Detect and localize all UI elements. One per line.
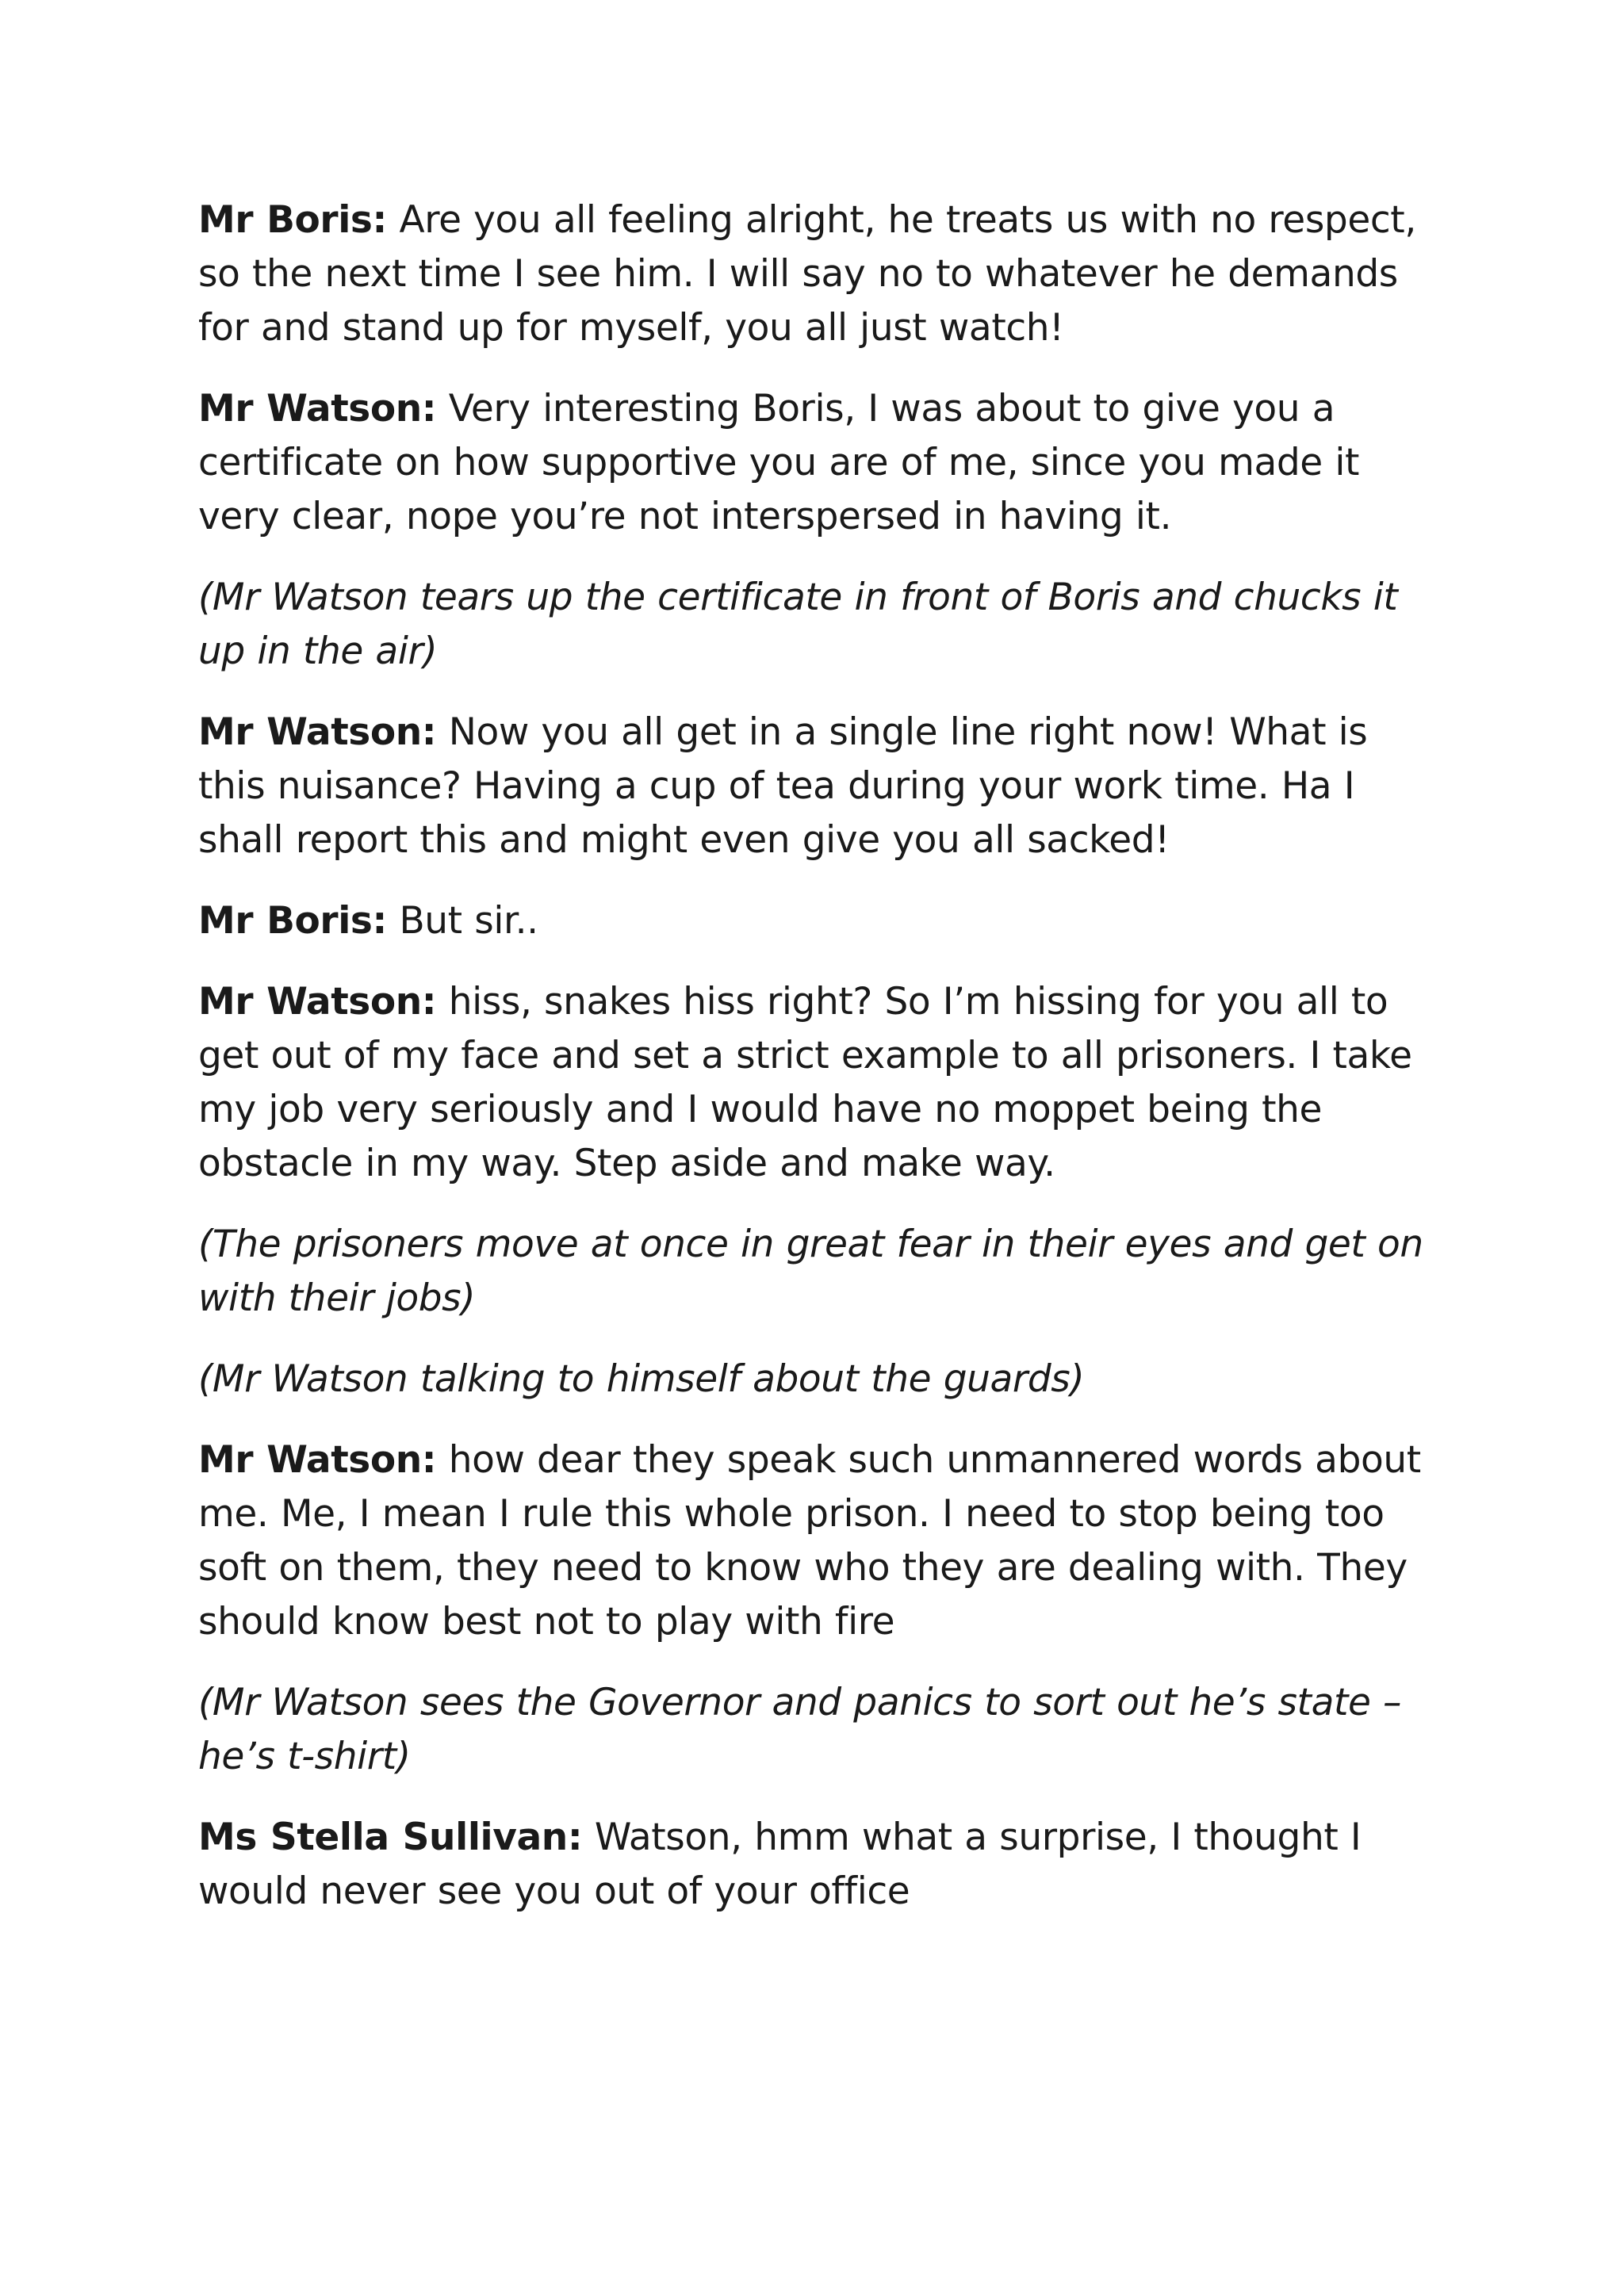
dialogue-line-watson [198,706,1435,867]
speaker-name: Mr Boris: [198,899,387,943]
dialogue-text: Very interesting Boris, I was about to give you a certificate on how supportive you are of me, since you made it very clear, nope you’re not interspersed in having it. [198,387,1360,538]
dialogue-text: how dear they speak such unmannered words about me. Me, I mean I rule this whole prison. I need to stop being too soft on them, they need to know who they are dealing with. They should know best not to play with fire [198,1438,1421,1644]
speaker-name: Ms Stella Sullivan: [198,1816,583,1859]
dialogue-line-sullivan [198,1811,1435,1919]
dialogue-text: But sir.. [399,899,538,943]
dialogue-text: Watson, hmm what a surprise, I thought I would never see you out of your office [198,1816,1362,1913]
stage-direction: (Mr Watson sees the Governor and panics to sort out he’s state – he’s t-shirt) [198,1681,1402,1778]
script-page [198,193,1435,1919]
speaker-name: Mr Watson: [198,710,437,754]
dialogue-text: hiss, snakes hiss right? So I’m hissing for you all to get out of my face and set a strict example to all prisoners. I take my job very seriously and I would have no moppet being the obstacle in my way. Step aside and make way. [198,980,1412,1185]
speaker-name: Mr Watson: [198,1438,437,1482]
speaker-name: Mr Boris: [198,198,387,242]
dialogue-line-watson [198,382,1435,544]
stage-direction: (Mr Watson tears up the certificate in front of Boris and chucks it up in the air) [198,576,1398,673]
speaker-name: Mr Watson: [198,387,437,430]
dialogue-text: Are you all feeling alright, he treats us with no respect, so the next time I see him. I will say no to whatever he demands for and stand up for myself, you all just watch! [198,198,1416,350]
dialogue-text: Now you all get in a single line right now! What is this nuisance? Having a cup of tea during your work time. Ha I shall report this and might even give you all sacked! [198,710,1368,862]
dialogue-line-watson [198,1433,1435,1649]
speaker-name: Mr Watson: [198,980,437,1024]
stage-direction: (Mr Watson talking to himself about the guards) [198,1357,1085,1401]
dialogue-line-watson [198,975,1435,1191]
dialogue-line-boris [198,193,1435,355]
stage-direction: (The prisoners move at once in great fear in their eyes and get on with their jobs) [198,1223,1423,1320]
dialogue-line-boris [198,894,1435,948]
